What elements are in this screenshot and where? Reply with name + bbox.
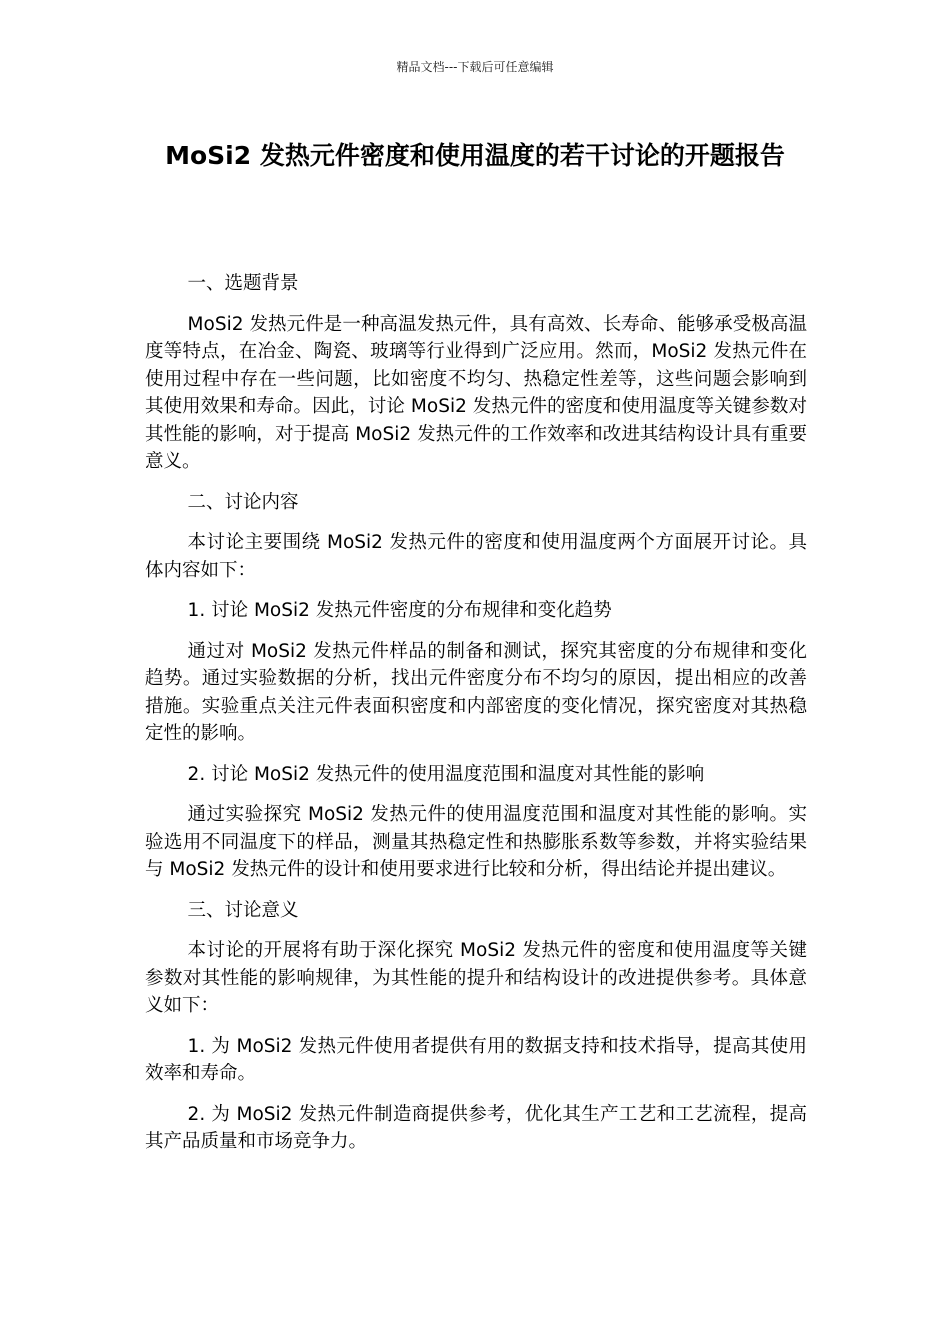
paragraph: 本讨论的开展将有助于深化探究 MoSi2 发热元件的密度和使用温度等关键参数对其性能的影响规律，为其性能的提升和结构设计的改进提供参考。具体意义如下： <box>145 940 807 1016</box>
paragraph: 本讨论主要围绕 MoSi2 发热元件的密度和使用温度两个方面展开讨论。具体内容如下： <box>145 532 807 581</box>
document-title: MoSi2 发热元件密度和使用温度的若干讨论的开题报告 <box>165 141 785 170</box>
paragraph: 通过对 MoSi2 发热元件样品的制备和测试，探究其密度的分布规律和变化趋势。通过实验数据的分析，找出元件密度分布不均匀的原因，提出相应的改善措施。实验重点关注元件表面积密度和内部密度的变化情况，探究密度对其热稳定性的影响。 <box>145 640 807 744</box>
paragraph: MoSi2 发热元件是一种高温发热元件，具有高效、长寿命、能够承受极高温度等特点，在冶金、陶瓷、玻璃等行业得到广泛应用。然而，MoSi2 发热元件在使用过程中存在一些问题，比如密度不均匀、热稳定性差等，这些问题会影响到其使用效果和寿命。因此，讨论 MoSi2 发热元件的密度和使用温度等关键参数对其性能的影响，对于提高 MoSi2 发热元件的工作效率和改进其结构设计具有重要意义。 <box>145 313 807 472</box>
section-heading: 二、讨论内容 <box>187 491 299 513</box>
paragraph: 通过实验探究 MoSi2 发热元件的使用温度范围和温度对其性能的影响。实验选用不同温度下的样品，测量其热稳定性和热膨胀系数等参数，并将实验结果与 MoSi2 发热元件的设计和使用要求进行比较和分析，得出结论并提出建议。 <box>145 804 807 880</box>
list-item: 1. 讨论 MoSi2 发热元件密度的分布规律和变化趋势 <box>187 600 612 621</box>
section-heading: 三、讨论意义 <box>187 899 299 921</box>
list-item: 2. 讨论 MoSi2 发热元件的使用温度范围和温度对其性能的影响 <box>187 763 705 785</box>
list-item: 1. 为 MoSi2 发热元件使用者提供有用的数据支持和技术指导，提高其使用效率和寿命。 <box>145 1035 807 1084</box>
header-note: 精品文档---下载后可任意编辑 <box>396 60 554 74</box>
list-item: 2. 为 MoSi2 发热元件制造商提供参考，优化其生产工艺和工艺流程，提高其产品质量和市场竞争力。 <box>145 1103 807 1152</box>
section-heading: 一、选题背景 <box>187 273 299 294</box>
document-body <box>145 270 807 1169</box>
